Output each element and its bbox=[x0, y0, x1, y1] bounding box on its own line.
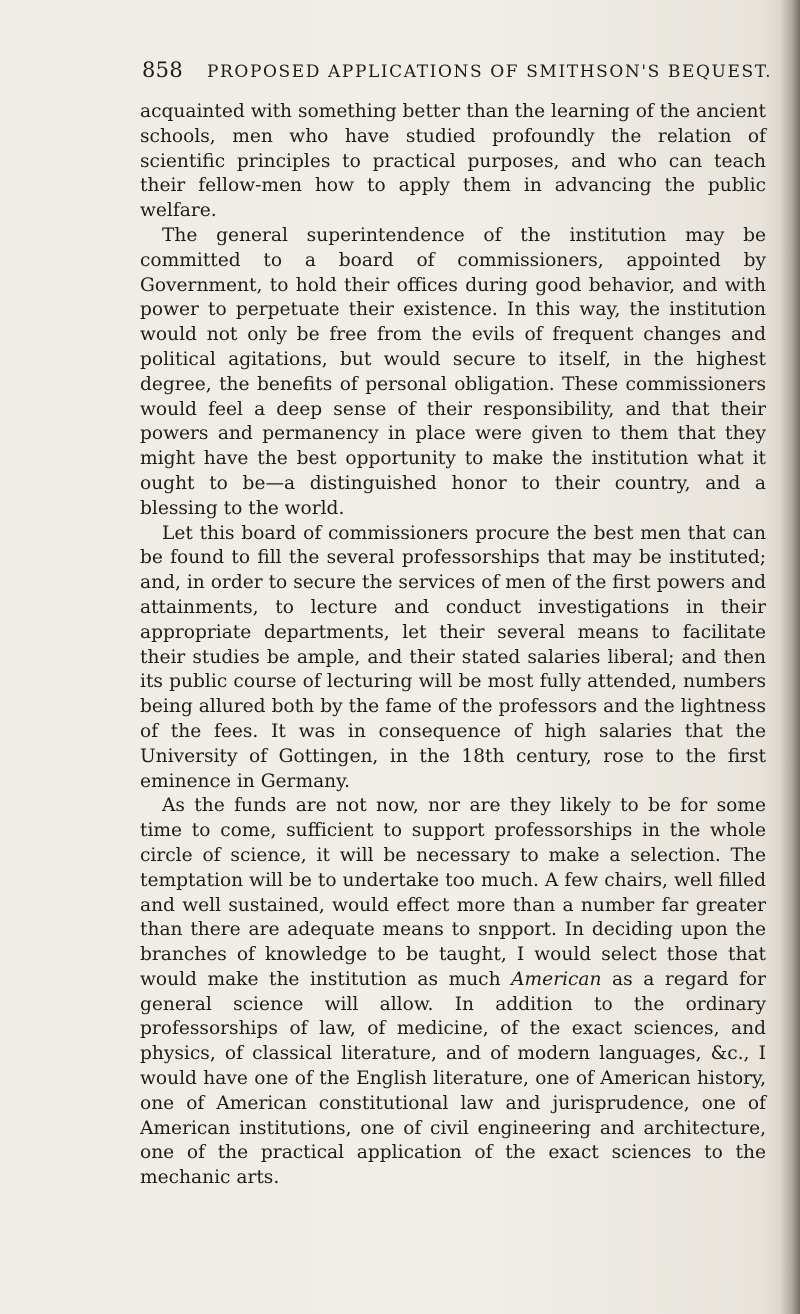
paragraph-selection-text: As the funds are not now, nor are they likely to be for some time to come, sufficient to support professorships in the whole circle of science, it will be necessary to make a selection. The temptation will be to undertake too much. A few chairs, well filled and well sustained, would effect more than a number far greater than there are adequate means to snpport. In deciding upon the branches of knowledge to be taught, I would select those that would make the institution as much bbox=[140, 795, 766, 990]
page-header bbox=[142, 58, 772, 82]
paragraph-selection-tail: as a regard for general science will allow. In addition to the ordinary professorships of law, of medicine, of the exact sciences, and physics, of classical literature, and of modern languages, &c., I would have one of the English literature, one of American history, one of American constitutional law and jurisprudence, one of American institutions, one of civil engineering and architecture, one of the practical application of the exact sciences to the mechanic arts. bbox=[140, 968, 766, 1189]
body-text bbox=[140, 100, 766, 1191]
paragraph-selection-of-chairs bbox=[140, 794, 766, 1191]
running-title: PROPOSED APPLICATIONS OF SMITHSON'S BEQUEST. bbox=[206, 62, 773, 82]
emphasized-word: American bbox=[511, 968, 602, 990]
page-gutter-shadow bbox=[780, 0, 800, 1314]
paragraph-continuation: acquainted with something better than the learning of the ancient schools, men who have studied profoundly the relation of scientific principles to practical purposes, and who can teach their fellow-men how to apply them in advancing the public welfare. bbox=[140, 101, 766, 222]
paragraph-board-of-commissioners: Let this board of commissioners procure the best men that can be found to fill the several professorships that may be instituted; and, in order to secure the services of men of the first powers and attainments, to lecture and conduct investigations in their appropriate departments, let their several means to facilitate their studies be ample, and their stated salaries liberal; and then its public course of lecturing will be most fully attended, numbers being allured both by the fame of the professors and the lightness of the fees. It was in consequence of high salaries that the University of Gottingen, in the 18th century, rose to the first eminence in Germany. bbox=[140, 522, 766, 792]
page-number: 858 bbox=[142, 58, 183, 82]
paragraph-superintendence: The general superintendence of the institution may be committed to a board of commissioners, appointed by Government, to hold their offices during good behavior, and with power to perpetuate their existence. In this way, the institution would not only be free from the evils of frequent changes and political agitations, but would secure to itself, in the highest degree, the benefits of personal obligation. These commissioners would feel a deep sense of their responsibility, and that their powers and permanency in place were given to them that they might have the best opportunity to make the institution what it ought to be—a distinguished honor to their country, and a blessing to the world. bbox=[140, 224, 766, 519]
